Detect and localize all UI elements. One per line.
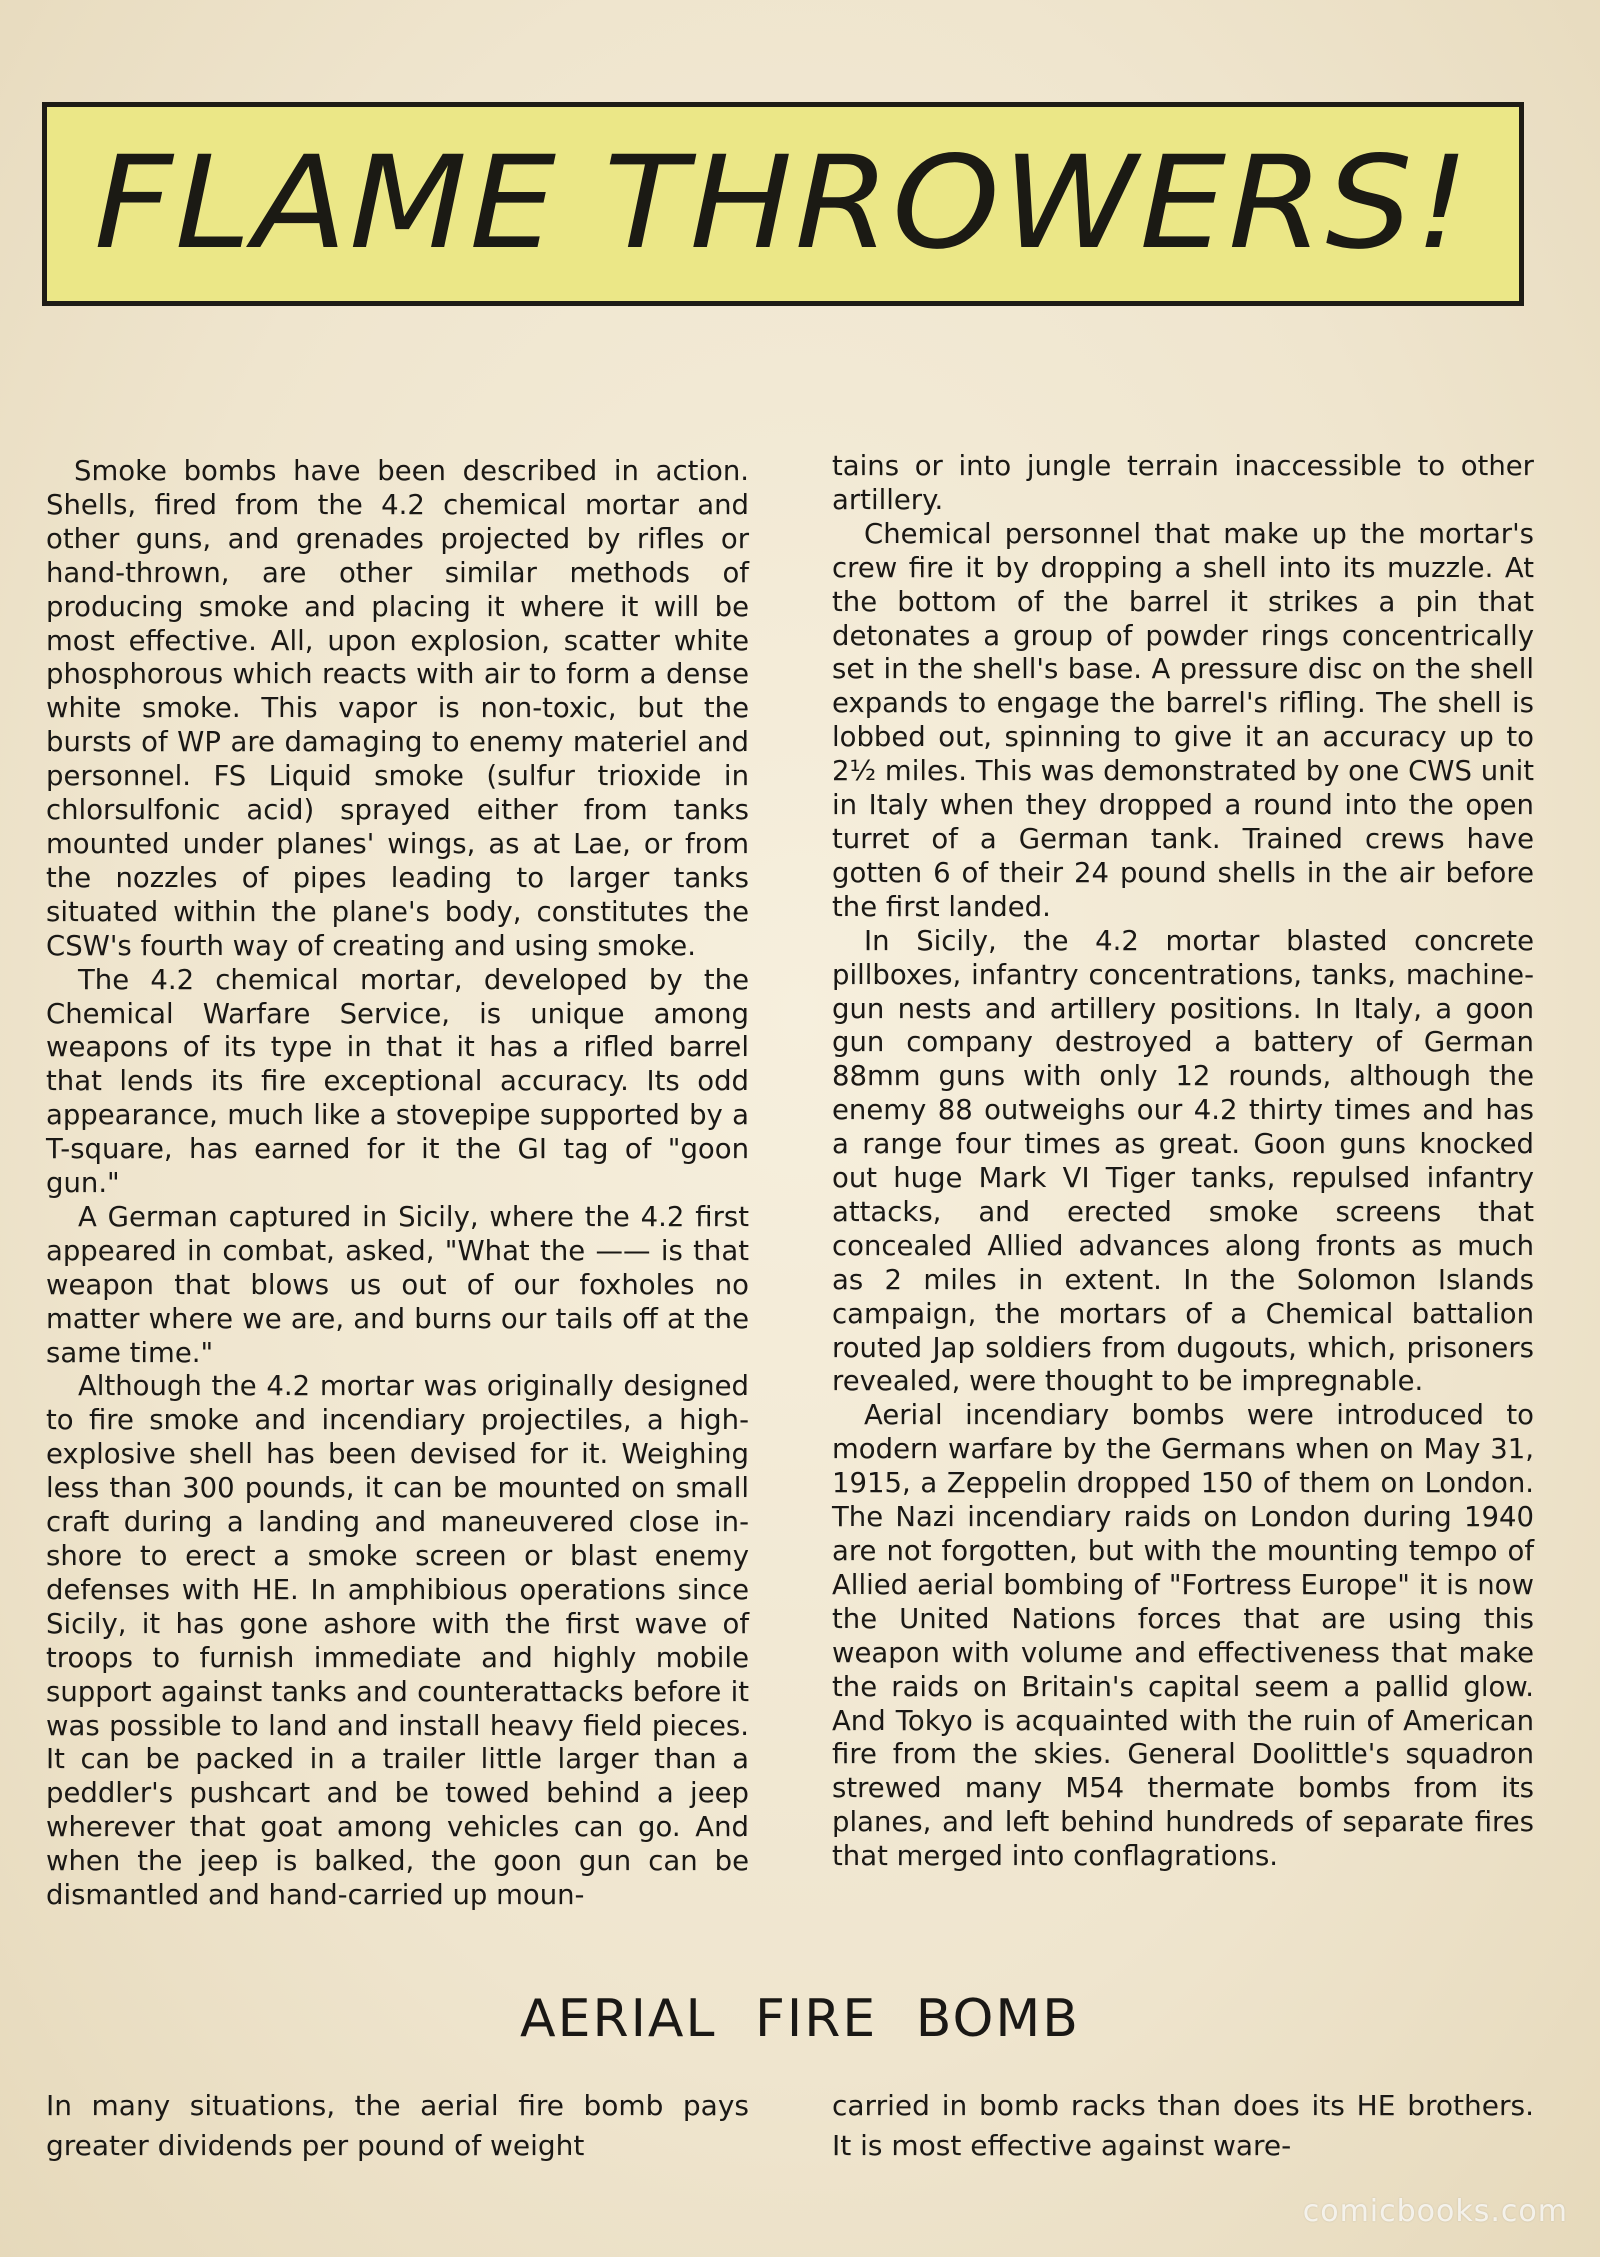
paragraph-chemical-personnel: Chemical personnel that make up the mortar's crew fire it by dropping a shell into its muzzle. At the bottom of the barrel it strikes a pin that detonates a group of powder rings concentrically set in the shell's base. A pressure disc on the shell expands to engage the barrel's rifling. The shell is lobbed out, spinning to give it an accuracy up to 2½ miles. This was demonstrated by one CWS unit in Italy when they dropped a round into the open turret of a German tank. Trained crews have gotten 6 of their 24 pound shells in the air before the first landed. [832, 517, 1534, 923]
section-heading: AERIAL FIRE BOMB [520, 1989, 1080, 2049]
right-text-column [832, 450, 1534, 1874]
paragraph-smoke-bombs: Smoke bombs have been described in action. Shells, fired from the 4.2 chemical mortar and other guns, and grenades projected by rifles or hand-thrown, are other similar methods of producing smoke and placing it where it will be most effective. All, upon explosion, scatter white phosphorous which reacts with air to form a dense white smoke. This vapor is non-toxic, but the bursts of WP are damaging to enemy materiel and personnel. FS Liquid smoke (sulfur trioxide in chlorsulfonic acid) sprayed either from tanks mounted under planes' wings, as at Lae, or from the nozzles of pipes leading to larger tanks situated within the plane's body, constitutes the CSW's fourth way of creating and using smoke. [46, 455, 749, 962]
bottom-right-column [832, 2086, 1534, 2166]
paragraph-although-mortar: Although the 4.2 mortar was originally designed to fire smoke and incendiary projectiles, a high-explosive shell has been devised for it. Weighing less than 300 pounds, it can be mounted on small craft during a landing and maneuvered close in-shore to erect a smoke screen or blast enemy defenses with HE. In amphibious operations since Sicily, it has gone ashore with the first wave of troops to furnish immediate and highly mobile support against tanks and counterattacks before it was possible to land and install heavy field pieces. It can be packed in a trailer little larger than a peddler's pushcart and be towed behind a jeep wherever that goat among vehicles can go. And when the jeep is balked, the goon gun can be dismantled and hand-carried up moun- [46, 1370, 749, 1912]
paragraph-german-captured: A German captured in Sicily, where the 4.2 first appeared in combat, asked, "What the —— is that weapon that blows us out of our foxholes no matter where we are, and burns our tails off at the same time." [46, 1200, 749, 1369]
paragraph-fire-bomb-start: In many situations, the aerial fire bomb pays greater dividends per pound of weight [46, 2089, 749, 2162]
left-text-column [46, 455, 749, 1913]
title-banner [42, 102, 1524, 306]
paragraph-aerial-incendiary: Aerial incendiary bombs were introduced to modern warfare by the Germans when on May 31, 1915, a Zeppelin dropped 150 of them on London. The Nazi incendiary raids on London during 1940 are not forgotten, but with the mounting tempo of Allied aerial bombing of "Fortress Europe" it is now the United Nations forces that are using this weapon with volume and effectiveness that make the raids on Britain's capital seem a pallid glow. And Tokyo is acquainted with the ruin of American fire from the skies. General Doolittle's squadron strewed many M54 thermate bombs from its planes, and left behind hundreds of separate fires that merged into conflagrations. [832, 1399, 1534, 1873]
paragraph-chemical-mortar: The 4.2 chemical mortar, developed by the Chemical Warfare Service, is unique among weapons of its type in that it has a rifled barrel that lends its fire exceptional accuracy. Its odd appearance, much like a stovepipe supported by a T-square, has earned for it the GI tag of "goon gun." [46, 963, 749, 1200]
paragraph-fire-bomb-continued: carried in bomb racks than does its HE brothers. It is most effective against ware- [832, 2089, 1534, 2162]
site-watermark: comicbooks.com [1302, 2194, 1568, 2229]
paragraph-continued-tains: tains or into jungle terrain inaccessible to other artillery. [832, 450, 1534, 516]
bottom-left-column [46, 2086, 749, 2166]
paragraph-in-sicily: In Sicily, the 4.2 mortar blasted concrete pillboxes, infantry concentrations, tanks, machine-gun nests and artillery positions. In Italy, a goon gun company destroyed a battery of German 88mm guns with only 12 rounds, although the enemy 88 outweighs our 4.2 thirty times and has a range four times as great. Goon guns knocked out huge Mark VI Tiger tanks, repulsed infantry attacks, and erected smoke screens that concealed Allied advances along fronts as much as 2 miles in extent. In the Solomon Islands campaign, the mortars of a Chemical battalion routed Jap soldiers from dugouts, which, prisoners revealed, were thought to be impregnable. [832, 924, 1534, 1398]
page-title: FLAME THROWERS! [94, 129, 1472, 278]
